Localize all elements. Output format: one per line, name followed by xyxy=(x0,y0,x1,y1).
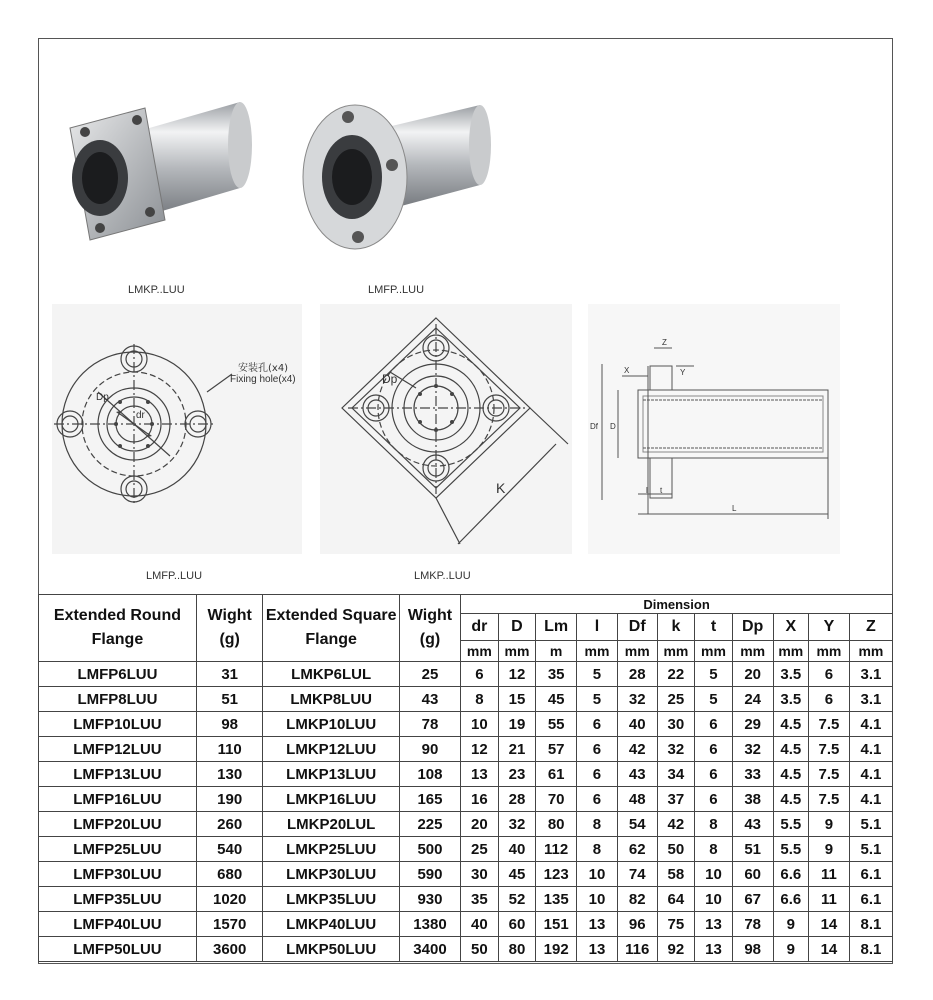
table-cell: 6 xyxy=(577,737,618,762)
dim-symbol-cell: Y xyxy=(809,614,850,641)
table-cell: 70 xyxy=(536,787,577,812)
table-cell: 52 xyxy=(498,887,536,912)
table-cell: 5.5 xyxy=(773,837,808,862)
table-cell: 8.1 xyxy=(849,912,892,937)
dim-symbol-cell: Z xyxy=(849,614,892,641)
dim-symbol-cell: Dp xyxy=(732,614,773,641)
table-cell: 75 xyxy=(657,912,695,937)
table-cell: LMFP40LUU xyxy=(39,912,197,937)
table-row xyxy=(39,712,893,737)
round-flange-drawing xyxy=(52,304,302,554)
table-cell: 82 xyxy=(617,887,657,912)
table-cell: 32 xyxy=(617,687,657,712)
table-cell: 13 xyxy=(461,762,499,787)
table-cell: 7.5 xyxy=(809,712,850,737)
table-cell: 32 xyxy=(732,737,773,762)
table-cell: 112 xyxy=(536,837,577,862)
table-cell: 9 xyxy=(809,837,850,862)
table-cell: 6 xyxy=(695,787,733,812)
table-cell: 130 xyxy=(196,762,263,787)
l-big-label: L xyxy=(732,504,737,513)
dim-symbol-cell: k xyxy=(657,614,695,641)
side-section-drawing xyxy=(588,304,840,554)
table-cell: LMKP16LUU xyxy=(263,787,399,812)
table-cell: 37 xyxy=(657,787,695,812)
table-cell: 13 xyxy=(695,937,733,962)
table-cell: 9 xyxy=(809,812,850,837)
dim-symbol-cell: X xyxy=(773,614,808,641)
dim-unit-cell: mm xyxy=(695,641,733,662)
dim-unit-cell: mm xyxy=(617,641,657,662)
table-cell: 6.6 xyxy=(773,862,808,887)
table-cell: 5 xyxy=(577,687,618,712)
weight2-header: Wight (g) xyxy=(399,595,460,662)
table-cell: LMKP30LUU xyxy=(263,862,399,887)
table-cell: LMFP6LUU xyxy=(39,662,197,687)
table-cell: 24 xyxy=(732,687,773,712)
table-cell: 135 xyxy=(536,887,577,912)
drawing2-caption: LMKP..LUU xyxy=(414,570,471,582)
y-label: Y xyxy=(680,368,686,377)
photo2-caption: LMFP..LUU xyxy=(368,284,425,296)
table-row xyxy=(39,862,893,887)
table-cell: 3.1 xyxy=(849,662,892,687)
table-cell: 45 xyxy=(536,687,577,712)
table-cell: 6 xyxy=(695,737,733,762)
table-cell: 1020 xyxy=(196,887,263,912)
z-label: Z xyxy=(662,338,667,347)
table-cell: 42 xyxy=(617,737,657,762)
table-cell: 8 xyxy=(695,837,733,862)
table-cell: 4.1 xyxy=(849,762,892,787)
table-cell: 38 xyxy=(732,787,773,812)
table-cell: 4.1 xyxy=(849,712,892,737)
table-cell: 5 xyxy=(577,662,618,687)
table-cell: 42 xyxy=(657,812,695,837)
table-cell: 3.5 xyxy=(773,662,808,687)
table-cell: 1570 xyxy=(196,912,263,937)
table-row xyxy=(39,737,893,762)
dim-unit-cell: mm xyxy=(461,641,499,662)
dr-label: dr xyxy=(136,410,145,421)
round-flange-bearing-photo xyxy=(300,95,500,275)
table-cell: 61 xyxy=(536,762,577,787)
table-cell: 30 xyxy=(461,862,499,887)
table-cell: 6 xyxy=(695,712,733,737)
table-cell: 260 xyxy=(196,812,263,837)
table-cell: LMFP50LUU xyxy=(39,937,197,962)
square-flange-bearing-photo xyxy=(55,90,255,275)
round-flange-header: Extended Round Flange xyxy=(39,595,197,662)
table-cell: 14 xyxy=(809,912,850,937)
table-row xyxy=(39,887,893,912)
table-cell: 540 xyxy=(196,837,263,862)
table-cell: 25 xyxy=(461,837,499,862)
table-cell: 6 xyxy=(695,762,733,787)
table-cell: LMKP35LUU xyxy=(263,887,399,912)
table-cell: 6 xyxy=(577,787,618,812)
table-cell: 4.5 xyxy=(773,712,808,737)
table-cell: 5 xyxy=(695,662,733,687)
table-cell: LMFP16LUU xyxy=(39,787,197,812)
table-cell: 43 xyxy=(732,812,773,837)
table-cell: 43 xyxy=(399,687,460,712)
table-cell: 4.5 xyxy=(773,737,808,762)
dim-symbol-cell: Df xyxy=(617,614,657,641)
dim-unit-cell: m xyxy=(536,641,577,662)
table-cell: 123 xyxy=(536,862,577,887)
dim-symbol-cell: D xyxy=(498,614,536,641)
table-cell: 5.1 xyxy=(849,812,892,837)
table-cell: 51 xyxy=(732,837,773,862)
table-cell: 10 xyxy=(461,712,499,737)
table-cell: 6 xyxy=(461,662,499,687)
table-cell: 35 xyxy=(536,662,577,687)
dim-unit-cell: mm xyxy=(849,641,892,662)
table-cell: 151 xyxy=(536,912,577,937)
table-cell: 192 xyxy=(536,937,577,962)
table-row xyxy=(39,837,893,862)
table-cell: 6.6 xyxy=(773,887,808,912)
table-cell: 4.5 xyxy=(773,762,808,787)
table-cell: 9 xyxy=(773,912,808,937)
table-cell: 40 xyxy=(461,912,499,937)
k-label: K xyxy=(496,480,506,496)
table-cell: LMFP12LUU xyxy=(39,737,197,762)
table-row xyxy=(39,762,893,787)
table-cell: LMFP8LUU xyxy=(39,687,197,712)
dim-symbol-cell: Lm xyxy=(536,614,577,641)
table-cell: 12 xyxy=(461,737,499,762)
table-cell: 10 xyxy=(577,887,618,912)
table-cell: 60 xyxy=(732,862,773,887)
dim-symbol-cell: t xyxy=(695,614,733,641)
table-cell: 6.1 xyxy=(849,887,892,912)
table-cell: 500 xyxy=(399,837,460,862)
table-cell: 5.1 xyxy=(849,837,892,862)
table-cell: 10 xyxy=(695,862,733,887)
table-cell: 10 xyxy=(695,887,733,912)
table-cell: 35 xyxy=(461,887,499,912)
d-label: D xyxy=(610,422,616,431)
table-cell: 62 xyxy=(617,837,657,862)
table-cell: 116 xyxy=(617,937,657,962)
table-cell: 80 xyxy=(498,937,536,962)
table-cell: 14 xyxy=(809,937,850,962)
table-cell: LMFP30LUU xyxy=(39,862,197,887)
table-cell: 190 xyxy=(196,787,263,812)
table-cell: 7.5 xyxy=(809,737,850,762)
table-cell: 6 xyxy=(577,762,618,787)
table-cell: 74 xyxy=(617,862,657,887)
table-cell: LMKP12LUU xyxy=(263,737,399,762)
table-cell: LMFP10LUU xyxy=(39,712,197,737)
table-cell: 64 xyxy=(657,887,695,912)
table-cell: 92 xyxy=(657,937,695,962)
table-cell: 8 xyxy=(577,837,618,862)
table-cell: 680 xyxy=(196,862,263,887)
table-row xyxy=(39,687,893,712)
table-cell: 22 xyxy=(657,662,695,687)
table-cell: 8 xyxy=(695,812,733,837)
df-label: Df xyxy=(590,422,598,431)
dp-label: Dp xyxy=(96,392,109,403)
table-cell: 3.1 xyxy=(849,687,892,712)
table-cell: 7.5 xyxy=(809,762,850,787)
table-cell: 32 xyxy=(657,737,695,762)
table-cell: 33 xyxy=(732,762,773,787)
table-cell: 28 xyxy=(617,662,657,687)
table-cell: 48 xyxy=(617,787,657,812)
table-cell: 5.5 xyxy=(773,812,808,837)
dim-unit-cell: mm xyxy=(498,641,536,662)
table-cell: 40 xyxy=(617,712,657,737)
table-cell: 3.5 xyxy=(773,687,808,712)
table-cell: 12 xyxy=(498,662,536,687)
table-cell: 57 xyxy=(536,737,577,762)
drawing1-caption: LMFP..LUU xyxy=(146,570,203,582)
table-cell: 21 xyxy=(498,737,536,762)
weight1-header: Wight (g) xyxy=(196,595,263,662)
table-cell: 1380 xyxy=(399,912,460,937)
table-cell: 9 xyxy=(773,937,808,962)
table-cell: 80 xyxy=(536,812,577,837)
dim-symbol-cell: dr xyxy=(461,614,499,641)
table-cell: 50 xyxy=(657,837,695,862)
dim-unit-cell: mm xyxy=(577,641,618,662)
table-cell: 58 xyxy=(657,862,695,887)
table-cell: 19 xyxy=(498,712,536,737)
fixing-hole-cn-label: 安装孔(x4) xyxy=(238,363,289,374)
table-cell: 11 xyxy=(809,862,850,887)
table-cell: LMKP13LUU xyxy=(263,762,399,787)
table-cell: 13 xyxy=(695,912,733,937)
table-cell: 4.1 xyxy=(849,787,892,812)
table-cell: 51 xyxy=(196,687,263,712)
table-cell: 13 xyxy=(577,937,618,962)
table-cell: 78 xyxy=(732,912,773,937)
square-flange-drawing xyxy=(320,304,572,554)
dim-unit-cell: mm xyxy=(809,641,850,662)
table-cell: 32 xyxy=(498,812,536,837)
table-cell: LMFP20LUU xyxy=(39,812,197,837)
table-cell: 7.5 xyxy=(809,787,850,812)
table-cell: 98 xyxy=(196,712,263,737)
table-cell: 6 xyxy=(577,712,618,737)
table-cell: 6 xyxy=(809,687,850,712)
table-row xyxy=(39,662,893,687)
fixing-hole-en-label: Fixing hole(x4) xyxy=(230,374,296,385)
table-cell: 25 xyxy=(657,687,695,712)
table-row xyxy=(39,787,893,812)
table-cell: 34 xyxy=(657,762,695,787)
table-cell: 28 xyxy=(498,787,536,812)
table-cell: LMKP40LUU xyxy=(263,912,399,937)
dim-unit-cell: mm xyxy=(773,641,808,662)
table-cell: 4.5 xyxy=(773,787,808,812)
dim-unit-cell: mm xyxy=(657,641,695,662)
table-cell: 16 xyxy=(461,787,499,812)
table-cell: 165 xyxy=(399,787,460,812)
table-cell: 50 xyxy=(461,937,499,962)
table-cell: 5 xyxy=(695,687,733,712)
table-cell: LMFP13LUU xyxy=(39,762,197,787)
table-cell: 10 xyxy=(577,862,618,887)
table-cell: 590 xyxy=(399,862,460,887)
table-cell: 98 xyxy=(732,937,773,962)
table-cell: 43 xyxy=(617,762,657,787)
table-cell: 4.1 xyxy=(849,737,892,762)
table-cell: 90 xyxy=(399,737,460,762)
table-cell: 96 xyxy=(617,912,657,937)
table-cell: 110 xyxy=(196,737,263,762)
dim-symbol-cell: l xyxy=(577,614,618,641)
table-cell: 6.1 xyxy=(849,862,892,887)
table-cell: 8.1 xyxy=(849,937,892,962)
table-cell: 8 xyxy=(461,687,499,712)
table-cell: 23 xyxy=(498,762,536,787)
table-cell: 54 xyxy=(617,812,657,837)
table-cell: 11 xyxy=(809,887,850,912)
table-cell: 930 xyxy=(399,887,460,912)
table-cell: 6 xyxy=(809,662,850,687)
table-cell: 67 xyxy=(732,887,773,912)
table-cell: LMKP6LUL xyxy=(263,662,399,687)
table-cell: 13 xyxy=(577,912,618,937)
table-cell: 78 xyxy=(399,712,460,737)
table-cell: LMKP8LUU xyxy=(263,687,399,712)
table-cell: 30 xyxy=(657,712,695,737)
table-cell: LMFP25LUU xyxy=(39,837,197,862)
table-cell: 108 xyxy=(399,762,460,787)
spec-table xyxy=(38,594,893,962)
table-cell: 40 xyxy=(498,837,536,862)
table-row xyxy=(39,912,893,937)
table-cell: 29 xyxy=(732,712,773,737)
table-cell: 25 xyxy=(399,662,460,687)
table-cell: 31 xyxy=(196,662,263,687)
photo1-caption: LMKP..LUU xyxy=(128,284,185,296)
table-cell: 3400 xyxy=(399,937,460,962)
l-small-label: l xyxy=(646,486,648,495)
table-cell: LMFP35LUU xyxy=(39,887,197,912)
table-cell: 55 xyxy=(536,712,577,737)
table-cell: 20 xyxy=(461,812,499,837)
table-cell: LMKP50LUU xyxy=(263,937,399,962)
dim-unit-cell: mm xyxy=(732,641,773,662)
table-cell: 45 xyxy=(498,862,536,887)
square-flange-header: Extended Square Flange xyxy=(263,595,399,662)
table-cell: LMKP25LUU xyxy=(263,837,399,862)
table-cell: 8 xyxy=(577,812,618,837)
table-cell: 225 xyxy=(399,812,460,837)
table-cell: LMKP20LUL xyxy=(263,812,399,837)
table-cell: 60 xyxy=(498,912,536,937)
table-row xyxy=(39,812,893,837)
table-cell: LMKP10LUU xyxy=(263,712,399,737)
dp-label-square: Dp xyxy=(382,372,398,386)
table-cell: 3600 xyxy=(196,937,263,962)
table-cell: 20 xyxy=(732,662,773,687)
t-label: t xyxy=(660,486,663,495)
table-row xyxy=(39,937,893,962)
table-cell: 15 xyxy=(498,687,536,712)
x-label: X xyxy=(624,366,630,375)
dimension-header: Dimension xyxy=(461,595,893,614)
